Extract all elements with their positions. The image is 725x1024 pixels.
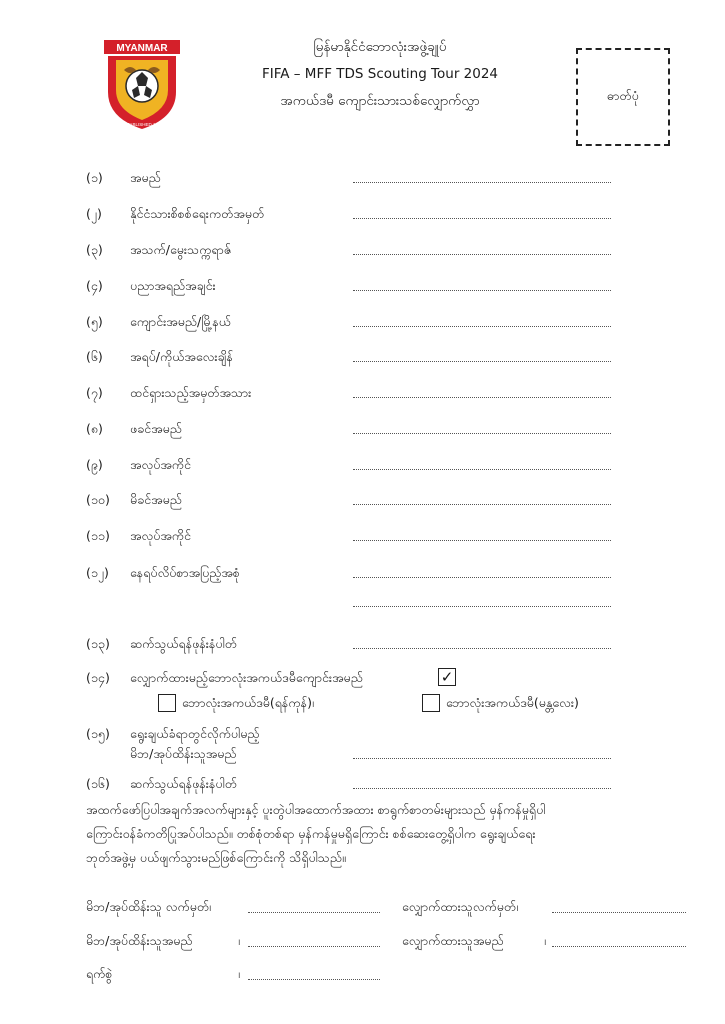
field-fill-line[interactable]	[353, 290, 611, 291]
academy-mandalay-label: ဘောလုံးအကယ်ဒမီ(မန္တလေး)	[446, 695, 579, 710]
field-fill-line[interactable]	[353, 648, 611, 649]
academy-checkbox-checked[interactable]: ✓	[438, 668, 456, 686]
field-row-mother-occupation	[0, 524, 725, 548]
academy-yangon-checkbox[interactable]	[158, 694, 176, 712]
field-label: ရွေးချယ်ခံရာတွင်လိုက်ပါမည့်	[130, 726, 260, 741]
field-number: (၁၁)	[86, 528, 110, 543]
field-row-nrc	[0, 202, 725, 226]
academy-mandalay-checkbox[interactable]	[422, 694, 440, 712]
date-line[interactable]	[248, 979, 380, 980]
photo-box[interactable]	[576, 48, 670, 146]
applicant-name-line[interactable]	[552, 946, 686, 947]
field-number: (၅)	[86, 314, 103, 329]
applicant-name-label: လျှောက်ထားသူအမည်	[402, 933, 504, 948]
field-label: မိခင်အမည်	[130, 492, 182, 507]
separator: ၊	[238, 966, 240, 981]
guardian-signature-label: မိဘ/အုပ်ထိန်းသူ လက်မှတ်၊	[86, 899, 212, 914]
tour-title: FIFA – MFF TDS Scouting Tour 2024	[261, 66, 499, 82]
field-row-education	[0, 274, 725, 298]
field-label: အသက်/မွေးသက္ကရာဇ်	[130, 242, 232, 257]
declaration-line: ကြောင်းဝန်ခံကတိပြုအပ်ပါသည်။ တစ်စုံတစ်ရာ မှန်ကန်မှုမရှိကြောင်း စစ်ဆေးတွေ့ရှိပါက ရွေးချယ်ရေး	[86, 826, 536, 841]
date-label: ရက်စွဲ	[86, 966, 113, 981]
field-number: (၁၀)	[86, 492, 110, 507]
svg-text:MYANMAR: MYANMAR	[116, 43, 168, 54]
field-label: နေရပ်လိပ်စာအပြည့်အစုံ	[130, 565, 240, 580]
field-fill-line-address-2[interactable]	[353, 606, 611, 607]
field-row-father-name	[0, 417, 725, 441]
field-label: အမည်	[130, 170, 161, 185]
field-number: (၁)	[86, 170, 103, 185]
field-number: (၉)	[86, 457, 103, 472]
field-fill-line[interactable]	[353, 397, 611, 398]
field-row-school	[0, 310, 725, 334]
field-number: (၁၂)	[86, 565, 109, 580]
field-row-address	[0, 561, 725, 585]
field-label: အလုပ်အကိုင်	[130, 457, 191, 472]
form-header	[230, 34, 530, 115]
field-label: အရပ်/ကိုယ်အလေးချိန်	[130, 349, 233, 364]
field-fill-line[interactable]	[353, 433, 611, 434]
guardian-name-line[interactable]	[248, 946, 380, 947]
field-label: အလုပ်အကိုင်	[130, 528, 191, 543]
field-label: မိဘ/အုပ်ထိန်းသူအမည်	[130, 746, 237, 761]
field-number: (၇)	[86, 385, 103, 400]
field-row-mother-name	[0, 488, 725, 512]
field-number: (၁၄)	[86, 670, 110, 685]
guardian-signature-line[interactable]	[248, 912, 380, 913]
field-number: (၁၆)	[86, 776, 110, 791]
field-fill-line[interactable]	[353, 218, 611, 219]
field-fill-line[interactable]	[353, 788, 611, 789]
declaration-line: ဘုတ်အဖွဲ့မှ ပယ်ဖျက်သွားမည်ဖြစ်ကြောင်းကို သိရှိပါသည်။	[86, 850, 346, 865]
svg-text:ESTABLISHED 1947: ESTABLISHED 1947	[121, 122, 163, 127]
photo-box-label: ဓာတ်ပုံ	[607, 87, 639, 103]
field-label: ကျောင်းအမည်/မြို့နယ်	[130, 314, 231, 329]
myanmar-football-federation-logo	[104, 40, 180, 130]
field-number: (၁၃)	[86, 636, 110, 651]
guardian-name-label: မိဘ/အုပ်ထိန်းသူအမည်	[86, 933, 193, 948]
field-row-age-dob	[0, 238, 725, 262]
field-label: ဆက်သွယ်ရန်ဖုန်းနံပါတ်	[130, 776, 237, 791]
declaration-line: အထက်ဖော်ပြပါအချက်အလက်များနှင့် ပူးတွဲပါအထောက်အထား စာရွက်စာတမ်းများသည် မှန်ကန်မှုရှိပါ	[86, 802, 546, 817]
field-fill-line[interactable]	[353, 577, 611, 578]
field-row-father-occupation	[0, 453, 725, 477]
field-row-guardian-phone	[0, 772, 725, 796]
field-label: ထင်ရှားသည့်အမှတ်အသား	[130, 385, 252, 400]
separator: ၊	[544, 933, 546, 948]
field-number: (၆)	[86, 349, 103, 364]
field-number: (၁၅)	[86, 726, 110, 741]
field-fill-line[interactable]	[353, 361, 611, 362]
field-fill-line[interactable]	[353, 326, 611, 327]
separator: ၊	[238, 933, 240, 948]
field-row-height-weight	[0, 345, 725, 369]
field-fill-line[interactable]	[353, 504, 611, 505]
field-fill-line[interactable]	[353, 758, 611, 759]
field-row-name	[0, 166, 725, 190]
federation-name: မြန်မာနိုင်ငံဘောလုံးအဖွဲ့ချုပ်	[313, 39, 447, 55]
applicant-signature-line[interactable]	[552, 912, 686, 913]
field-number: (၄)	[86, 278, 103, 293]
declaration-paragraph	[86, 798, 686, 870]
field-fill-line[interactable]	[353, 254, 611, 255]
applicant-signature-label: လျှောက်ထားသူလက်မှတ်၊	[402, 899, 519, 914]
field-number: (၂)	[86, 206, 102, 221]
field-label: လျှောက်ထားမည့်ဘောလုံးအကယ်ဒမီကျောင်းအမည်	[130, 670, 363, 685]
field-fill-line[interactable]	[353, 182, 611, 183]
field-label: ဖခင်အမည်	[130, 421, 182, 436]
field-fill-line[interactable]	[353, 469, 611, 470]
field-number: (၈)	[86, 421, 103, 436]
field-label: ပညာအရည်အချင်း	[130, 278, 216, 293]
field-fill-line[interactable]	[353, 540, 611, 541]
field-label: ဆက်သွယ်ရန်ဖုန်းနံပါတ်	[130, 636, 237, 651]
field-number: (၃)	[86, 242, 103, 257]
form-title: အကယ်ဒမီ ကျောင်းသားသစ်လျှောက်လွှာ	[280, 93, 480, 109]
field-row-guardian-name	[0, 742, 725, 766]
academy-yangon-label: ဘောလုံးအကယ်ဒမီ(ရန်ကုန်)၊	[182, 695, 314, 710]
field-row-academy	[0, 666, 725, 690]
field-label: နိုင်ငံသားစိစစ်ရေးကတ်အမှတ်	[130, 206, 265, 221]
field-row-phone	[0, 632, 725, 656]
field-row-distinguishing-mark	[0, 381, 725, 405]
